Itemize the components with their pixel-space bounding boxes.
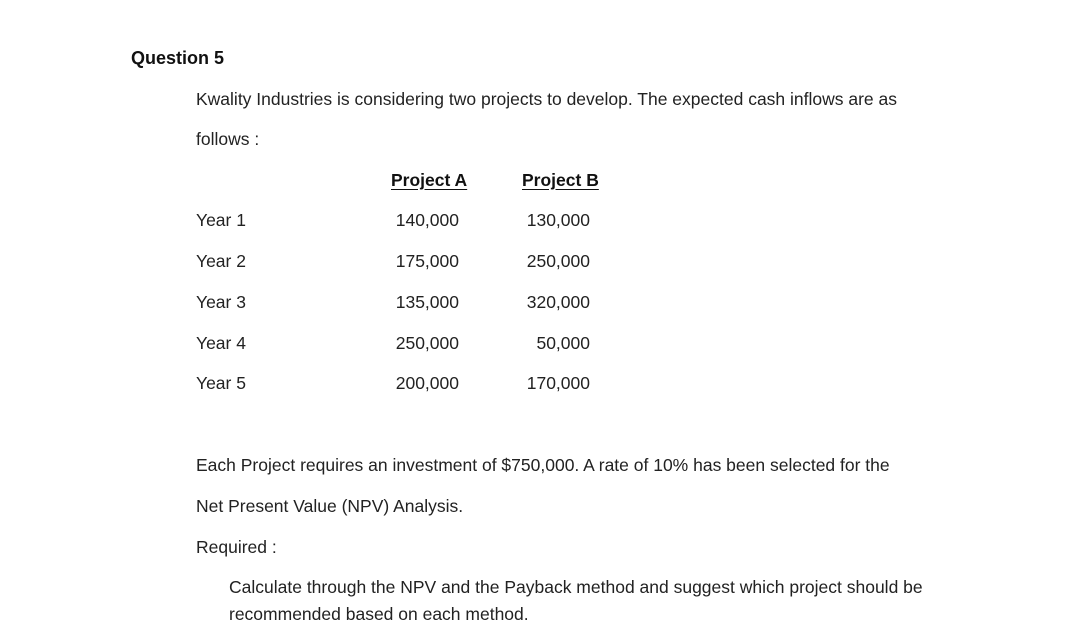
row-label: Year 1 [196, 210, 246, 230]
row-label: Year 5 [196, 373, 246, 393]
intro-text-line1: Kwality Industries is considering two projects to develop. The expected cash inflows are as [196, 89, 898, 109]
row-label: Year 4 [196, 333, 246, 353]
intro-text-line2: follows : [196, 129, 260, 149]
investment-text-line1: Each Project requires an investment of $750,000. A rate of 10% has been selected for the [196, 455, 890, 475]
project-b-value: 50,000 [536, 333, 590, 353]
project-b-value: 250,000 [526, 251, 590, 271]
column-header-project-a: Project A [391, 170, 468, 190]
project-a-value: 200,000 [395, 373, 459, 393]
investment-text-line2: Net Present Value (NPV) Analysis. [196, 496, 464, 516]
project-b-value: 170,000 [526, 373, 590, 393]
row-label: Year 2 [196, 251, 246, 271]
task-text-line2: recommended based on each method. [229, 604, 529, 624]
project-a-value: 135,000 [395, 292, 459, 312]
row-label: Year 3 [196, 292, 246, 312]
task-text-line1: Calculate through the NPV and the Payback method and suggest which project should be [229, 577, 923, 597]
project-a-value: 140,000 [395, 210, 459, 230]
question-heading: Question 5 [131, 48, 225, 68]
project-a-value: 175,000 [395, 251, 459, 271]
column-header-project-b: Project B [522, 170, 599, 190]
project-a-value: 250,000 [395, 333, 459, 353]
required-label: Required : [196, 537, 277, 557]
project-b-value: 320,000 [526, 292, 590, 312]
project-b-value: 130,000 [526, 210, 590, 230]
